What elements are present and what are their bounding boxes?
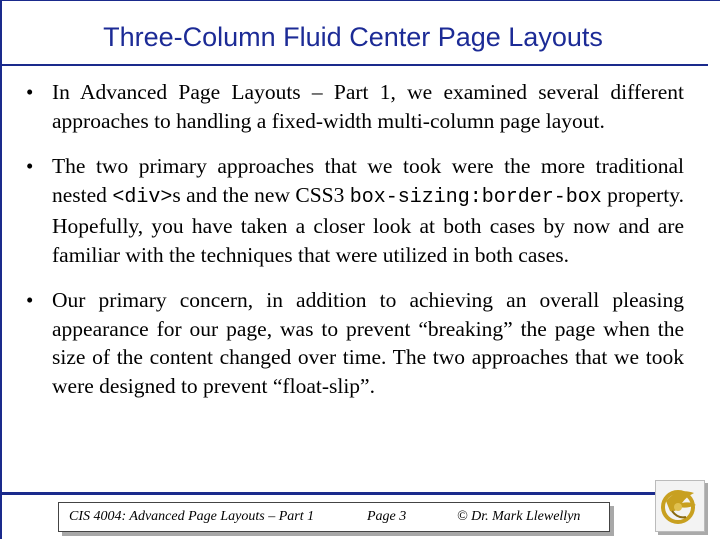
slide-title: Three-Column Fluid Center Page Layouts: [103, 22, 603, 52]
bullet-text: property. Hopefully, you have taken a closer look at both cases by now and are familiar with the techniques that were utilized in both cases.: [52, 182, 684, 267]
bullet-dot: •: [26, 154, 34, 178]
bullet-item: [24, 286, 684, 400]
bullet-text: In Advanced Page Layouts – Part 1, we examined several different approaches to handling a fixed-width multi-column page layout.: [52, 80, 684, 133]
footer-course: CIS 4004: Advanced Page Layouts – Part 1: [69, 509, 315, 524]
bullet-text: s and the new CSS3: [172, 182, 350, 207]
footer-page-number: Page 3: [367, 509, 407, 524]
bullet-item: [24, 152, 684, 269]
bullet-dot: •: [26, 288, 34, 312]
bullet-text: Our primary concern, in addition to achieving an overall pleasing appearance for our page, was to prevent “breaking” the page when the size of the content changed over time. The two approaches that we took were designed to prevent “float-slip”.: [52, 288, 684, 398]
code-snippet: <div>: [112, 185, 173, 209]
bullet-dot: •: [26, 80, 34, 104]
bullet-text: The two primary approaches that we took were the more traditional nested: [52, 154, 684, 207]
title-divider: [0, 64, 708, 66]
footer-divider: [0, 492, 708, 495]
code-snippet: box-sizing:border-box: [349, 185, 602, 209]
ucf-pegasus-logo-icon: [655, 480, 705, 532]
footer-author: © Dr. Mark Llewellyn: [457, 509, 581, 524]
bullet-item: [24, 78, 684, 135]
footer-bar: [58, 502, 610, 532]
bullet-list: [24, 78, 684, 417]
